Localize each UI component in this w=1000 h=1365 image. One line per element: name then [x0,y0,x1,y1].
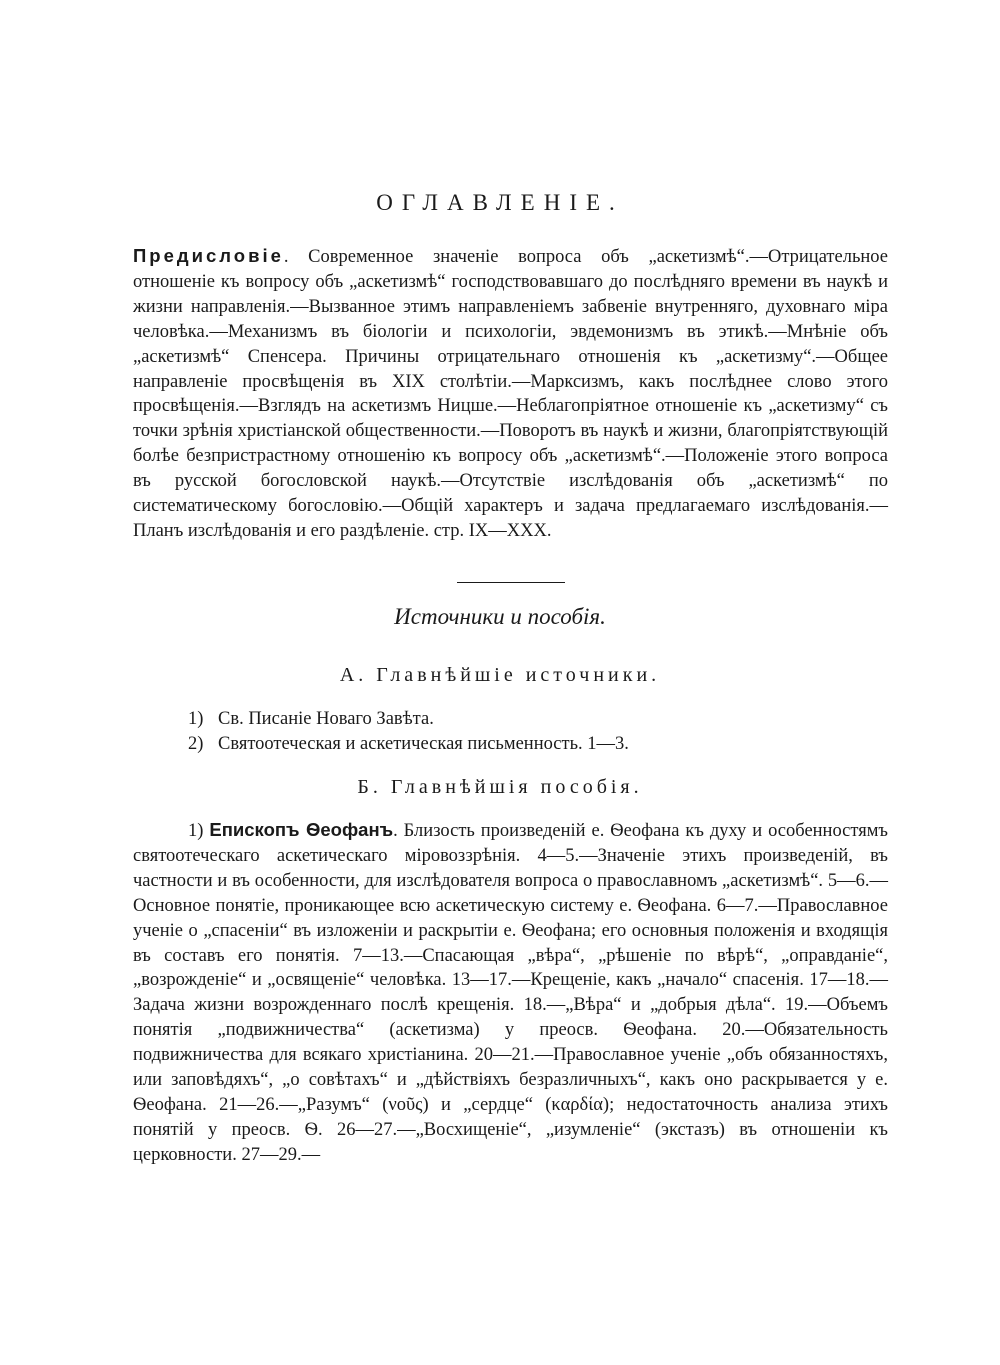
list-item [188,732,629,756]
theophan-paragraph [133,818,888,1168]
item-number: 1) [188,821,204,841]
list-item [188,707,434,731]
section-a-heading: А. Главнѣйшіе источники. [339,664,661,686]
preface-lead: Предисловіе [133,245,284,266]
item-text: Св. Писаніе Новаго Завѣта. [218,709,434,729]
section-divider [457,582,565,583]
theophan-lead: Епископъ Ѳеофанъ [209,819,394,840]
item-text: Святоотеческая и аскетическая письменность. 1—3. [218,734,629,754]
section-b-heading: Б. Главнѣйшія пособія. [357,776,643,798]
item-number: 2) [188,734,204,754]
theophan-text: . Близость произведеній е. Ѳеофана къ духу и особенностямъ святоотеческаго аскетическаго міровоззрѣнія. 4—5.—Значеніе этихъ произведеній, въ частности и въ особенности, для изслѣдователя вопроса о православномъ „аскетизмѣ“. 5—6.—Основное понятіе, проникающее всю аскетическую систему е. Ѳеофана. 6—7.—Православное ученіе о „спасеніи“ въ изложеніи и раскрытіи е. Ѳеофана; его основныя положенія и входящія въ составъ его понятія. 7—13.—Спасающая „вѣра“, „рѣшеніе по вѣрѣ“, „оправданіе“, „возрожденіе“ и „освященіе“ человѣка. 13—17.—Крещеніе, какъ „начало“ спасенія. 17—18.—Задача жизни возрожденнаго послѣ крещенія. 18.—„Вѣра“ и „добрыя дѣла“. 19.—Объемъ понятія „подвижничества“ (аскетизма) у преосв. Ѳеофана. 20.—Обязательность подвижничества для всякаго христіанина. 20—21.—Православное ученіе „объ обязанностяхъ, или заповѣдяхъ“, „о совѣтахъ“ и „дѣйствіяхъ безразличныхъ“, какъ оно раскрывается у е. Ѳеофана. 21—26.—„Разумъ“ (νοῦς) и „сердце“ (καρδία); недостаточность анализа этихъ понятій у преосв. Ѳ. 26—27.—„Восхищеніе“, „изумленіе“ (экстазъ) въ отношеніи къ церковности. 27—29.— [133,821,888,1165]
item-number: 1) [188,709,204,729]
preface-paragraph [133,244,888,544]
page-title: ОГЛАВЛЕНІЕ. [376,190,624,215]
preface-text: . Современное значеніе вопроса объ „аскетизмѣ“.—Отрицательное отношеніе къ вопросу объ „аскетизмѣ“ господствовавшаго до послѣдняго времени въ наукѣ и жизни направленія.—Вызванное этимъ направленіемъ забвеніе внутренняго, духовнаго міра человѣка.—Механизмъ въ біологіи и психологіи, эвдемонизмъ въ этикѣ.—Мнѣніе объ „аскетизмѣ“ Спенсера. Причины отрицательнаго отношенія къ „аскетизму“.—Общее направленіе просвѣщенія въ XIX столѣтіи.—Марксизмъ, какъ послѣднее слово этого просвѣщенія.—Взглядъ на аскетизмъ Ницше.—Неблагопріятное отношеніе къ „аскетизму“ съ точки зрѣнія христіанской общественности.—Поворотъ въ наукѣ и жизни, благопріятствующій болѣе безпристрастному отношенію къ вопросу объ „аскетизмѣ“.—Положеніе этого вопроса въ русской богословской наукѣ.—Отсутствіе изслѣдованія объ „аскетизмѣ“ по систематическому богословію.—Общій характеръ и задача предлагаемаго изслѣдованія.—Планъ изслѣдованія и его раздѣленіе. стр. IX—XXX. [133,247,888,541]
sources-subtitle: Источники и пособія. [394,604,606,629]
